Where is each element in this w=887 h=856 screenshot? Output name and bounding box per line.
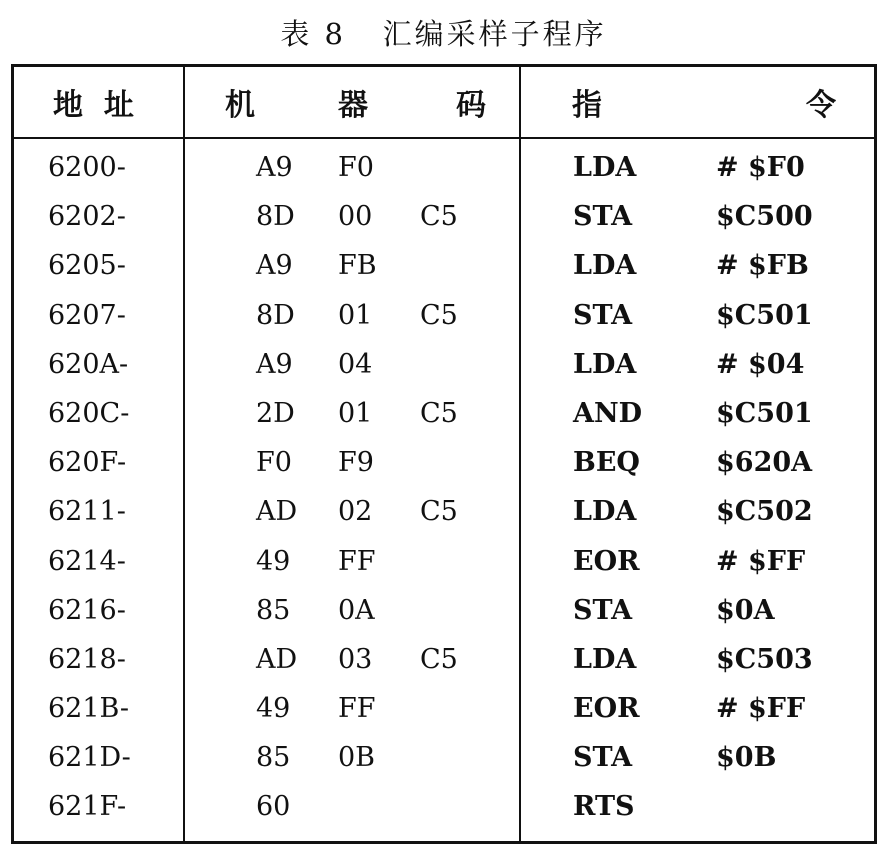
address-cell: 621F- xyxy=(48,791,127,823)
opcode-cell: LDA xyxy=(573,152,637,183)
machine-byte-3: C5 xyxy=(420,643,458,675)
address-cell: 6205- xyxy=(48,250,126,282)
operand-cell: # $04 xyxy=(716,348,805,380)
machine-byte-1: 85 xyxy=(256,594,291,626)
address-cell: 6202- xyxy=(48,201,126,233)
address-cell: 621B- xyxy=(48,693,129,725)
machine-byte-1: 8D xyxy=(256,299,295,331)
opcode-cell: STA xyxy=(573,299,633,331)
machine-byte-3: C5 xyxy=(420,496,458,528)
header-machine-code-2: 器 xyxy=(338,88,368,123)
opcode-cell: RTS xyxy=(573,791,635,823)
address-cell: 6214- xyxy=(48,545,126,577)
operand-cell: $0B xyxy=(716,742,777,774)
table-row xyxy=(0,640,887,689)
operand-cell: $C502 xyxy=(716,496,813,528)
machine-byte-2: F9 xyxy=(338,447,374,479)
address-cell: 6211- xyxy=(48,496,126,528)
machine-byte-1: A9 xyxy=(256,250,293,282)
operand-cell: $620A xyxy=(716,447,813,479)
address-cell: 620C- xyxy=(48,397,130,429)
operand-cell: # $FB xyxy=(716,250,809,282)
machine-byte-2: 01 xyxy=(338,299,373,331)
machine-byte-1: F0 xyxy=(256,447,292,479)
machine-byte-2: FF xyxy=(338,693,376,725)
machine-byte-2: FF xyxy=(338,545,376,577)
opcode-cell: BEQ xyxy=(573,447,640,479)
opcode-cell: LDA xyxy=(573,348,637,380)
operand-cell: # $FF xyxy=(716,693,806,725)
machine-byte-1: AD xyxy=(256,643,298,675)
table-row xyxy=(0,787,887,836)
machine-byte-2: 02 xyxy=(338,496,373,528)
opcode-cell: STA xyxy=(573,201,633,233)
opcode-cell: LDA xyxy=(573,643,637,675)
operand-cell: # $F0 xyxy=(716,152,805,183)
operand-cell: $C500 xyxy=(716,201,813,233)
table-row xyxy=(0,443,887,492)
machine-byte-1: A9 xyxy=(256,152,293,183)
table-row xyxy=(0,689,887,738)
header-divider xyxy=(11,137,877,139)
address-cell: 620A- xyxy=(48,348,129,380)
machine-byte-2: 04 xyxy=(338,348,373,380)
machine-byte-1: 2D xyxy=(256,397,295,429)
machine-byte-2: 03 xyxy=(338,643,373,675)
opcode-cell: LDA xyxy=(573,250,637,282)
opcode-cell: STA xyxy=(573,742,633,774)
machine-byte-3: C5 xyxy=(420,397,458,429)
header-machine-code-3: 码 xyxy=(456,88,486,123)
table-row xyxy=(0,542,887,591)
table-row xyxy=(0,492,887,541)
machine-byte-2: 00 xyxy=(338,201,373,233)
table-row xyxy=(0,591,887,640)
machine-byte-1: AD xyxy=(256,496,298,528)
opcode-cell: EOR xyxy=(573,545,640,577)
table-body xyxy=(0,148,887,837)
table-row xyxy=(0,246,887,295)
operand-cell: $C503 xyxy=(716,643,813,675)
table-row xyxy=(0,197,887,246)
table-row xyxy=(0,148,887,197)
address-cell: 6200- xyxy=(48,152,126,183)
operand-cell: # $FF xyxy=(716,545,806,577)
opcode-cell: AND xyxy=(573,397,643,429)
address-cell: 6216- xyxy=(48,594,126,626)
address-cell: 621D- xyxy=(48,742,131,774)
address-cell: 620F- xyxy=(48,447,127,479)
table-caption: 表 8 汇编采样子程序 xyxy=(280,17,607,51)
address-cell: 6218- xyxy=(48,643,126,675)
machine-byte-2: 01 xyxy=(338,397,373,429)
operand-cell: $C501 xyxy=(716,299,813,331)
opcode-cell: STA xyxy=(573,594,633,626)
machine-byte-2: F0 xyxy=(338,152,374,183)
table-row xyxy=(0,345,887,394)
machine-byte-1: 49 xyxy=(256,693,291,725)
machine-byte-1: A9 xyxy=(256,348,293,380)
header-instruction-1: 指 xyxy=(572,88,602,123)
machine-byte-2: FB xyxy=(338,250,377,282)
machine-byte-3: C5 xyxy=(420,299,458,331)
opcode-cell: EOR xyxy=(573,693,640,725)
machine-byte-1: 49 xyxy=(256,545,291,577)
address-cell: 6207- xyxy=(48,299,126,331)
machine-byte-1: 8D xyxy=(256,201,295,233)
machine-byte-2: 0B xyxy=(338,742,376,774)
header-instruction-2: 令 xyxy=(806,88,836,123)
header-address: 地 址 xyxy=(53,88,134,123)
machine-byte-1: 85 xyxy=(256,742,291,774)
table-row xyxy=(0,394,887,443)
machine-byte-1: 60 xyxy=(256,791,291,823)
operand-cell: $C501 xyxy=(716,397,813,429)
machine-byte-3: C5 xyxy=(420,201,458,233)
opcode-cell: LDA xyxy=(573,496,637,528)
operand-cell: $0A xyxy=(716,594,775,626)
table-row xyxy=(0,738,887,787)
header-machine-code-1: 机 xyxy=(225,88,255,123)
table-row xyxy=(0,296,887,345)
machine-byte-2: 0A xyxy=(338,594,375,626)
